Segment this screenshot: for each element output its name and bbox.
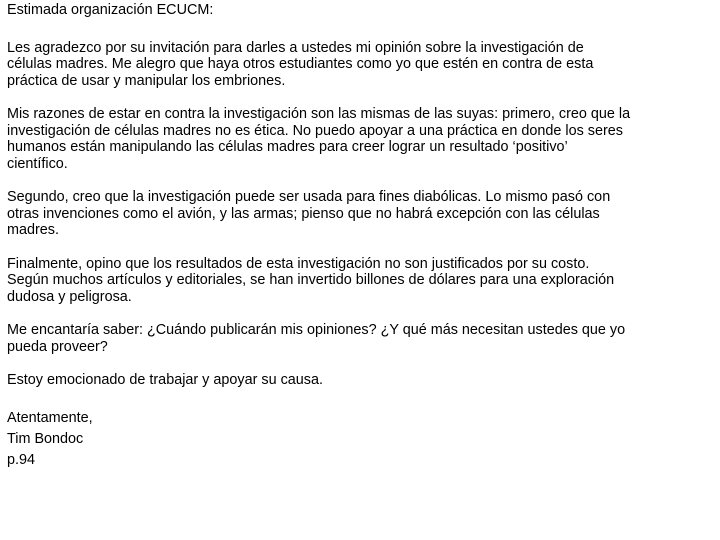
signer-name: Tim Bondoc <box>7 430 84 447</box>
letter-paragraph-1 <box>7 40 714 90</box>
letter-paragraph-3 <box>7 189 714 239</box>
page-number: p.94 <box>7 451 36 468</box>
paragraph-line: práctica de usar y manipular los embriones. <box>7 72 286 89</box>
letter-paragraph-4 <box>7 256 714 306</box>
paragraph-line: Según muchos artículos y editoriales, se han invertido billones de dólares para una exploración <box>7 272 615 288</box>
paragraph-line: investigación de células madres no es ética. No puedo apoyar a una práctica en donde los seres <box>7 122 623 139</box>
letter-closing <box>7 408 714 471</box>
paragraph-line: Estoy emocionado de trabajar y apoyar su causa. <box>7 372 323 388</box>
paragraph-line: humanos están manipulando las células madres para creer lograr un resultado ‘positivo’ <box>7 139 568 155</box>
paragraph-line: madres. <box>7 222 59 238</box>
signoff-text: Atentamente, <box>7 409 93 426</box>
paragraph-line: Finalmente, opino que los resultados de esta investigación no son justificados por su costo. <box>7 255 590 272</box>
paragraph-line: células madres. Me alegro que haya otros estudiantes como yo que estén en contra de esta <box>7 56 594 72</box>
letter-paragraph-5 <box>7 322 714 355</box>
paragraph-line: dudosa y peligrosa. <box>7 288 132 305</box>
paragraph-line: Les agradezco por su invitación para darles a ustedes mi opinión sobre la investigación de <box>7 39 584 56</box>
letter-greeting: Estimada organización ECUCM: <box>7 2 214 18</box>
paragraph-line: Me encantaría saber: ¿Cuándo publicarán mis opiniones? ¿Y qué más necesitan ustedes que yo <box>7 322 626 338</box>
paragraph-line: científico. <box>7 155 68 172</box>
paragraph-line: Segundo, creo que la investigación puede ser usada para fines diabólicas. Lo mismo pasó con <box>7 189 611 205</box>
paragraph-line: Mis razones de estar en contra la investigación son las mismas de las suyas: primero, creo que la <box>7 106 631 122</box>
paragraph-line: pueda proveer? <box>7 338 108 355</box>
letter-paragraph-6 <box>7 372 714 389</box>
letter-paragraph-2 <box>7 106 714 172</box>
paragraph-line: otras invenciones como el avión, y las armas; pienso que no habrá excepción con las células <box>7 205 600 222</box>
